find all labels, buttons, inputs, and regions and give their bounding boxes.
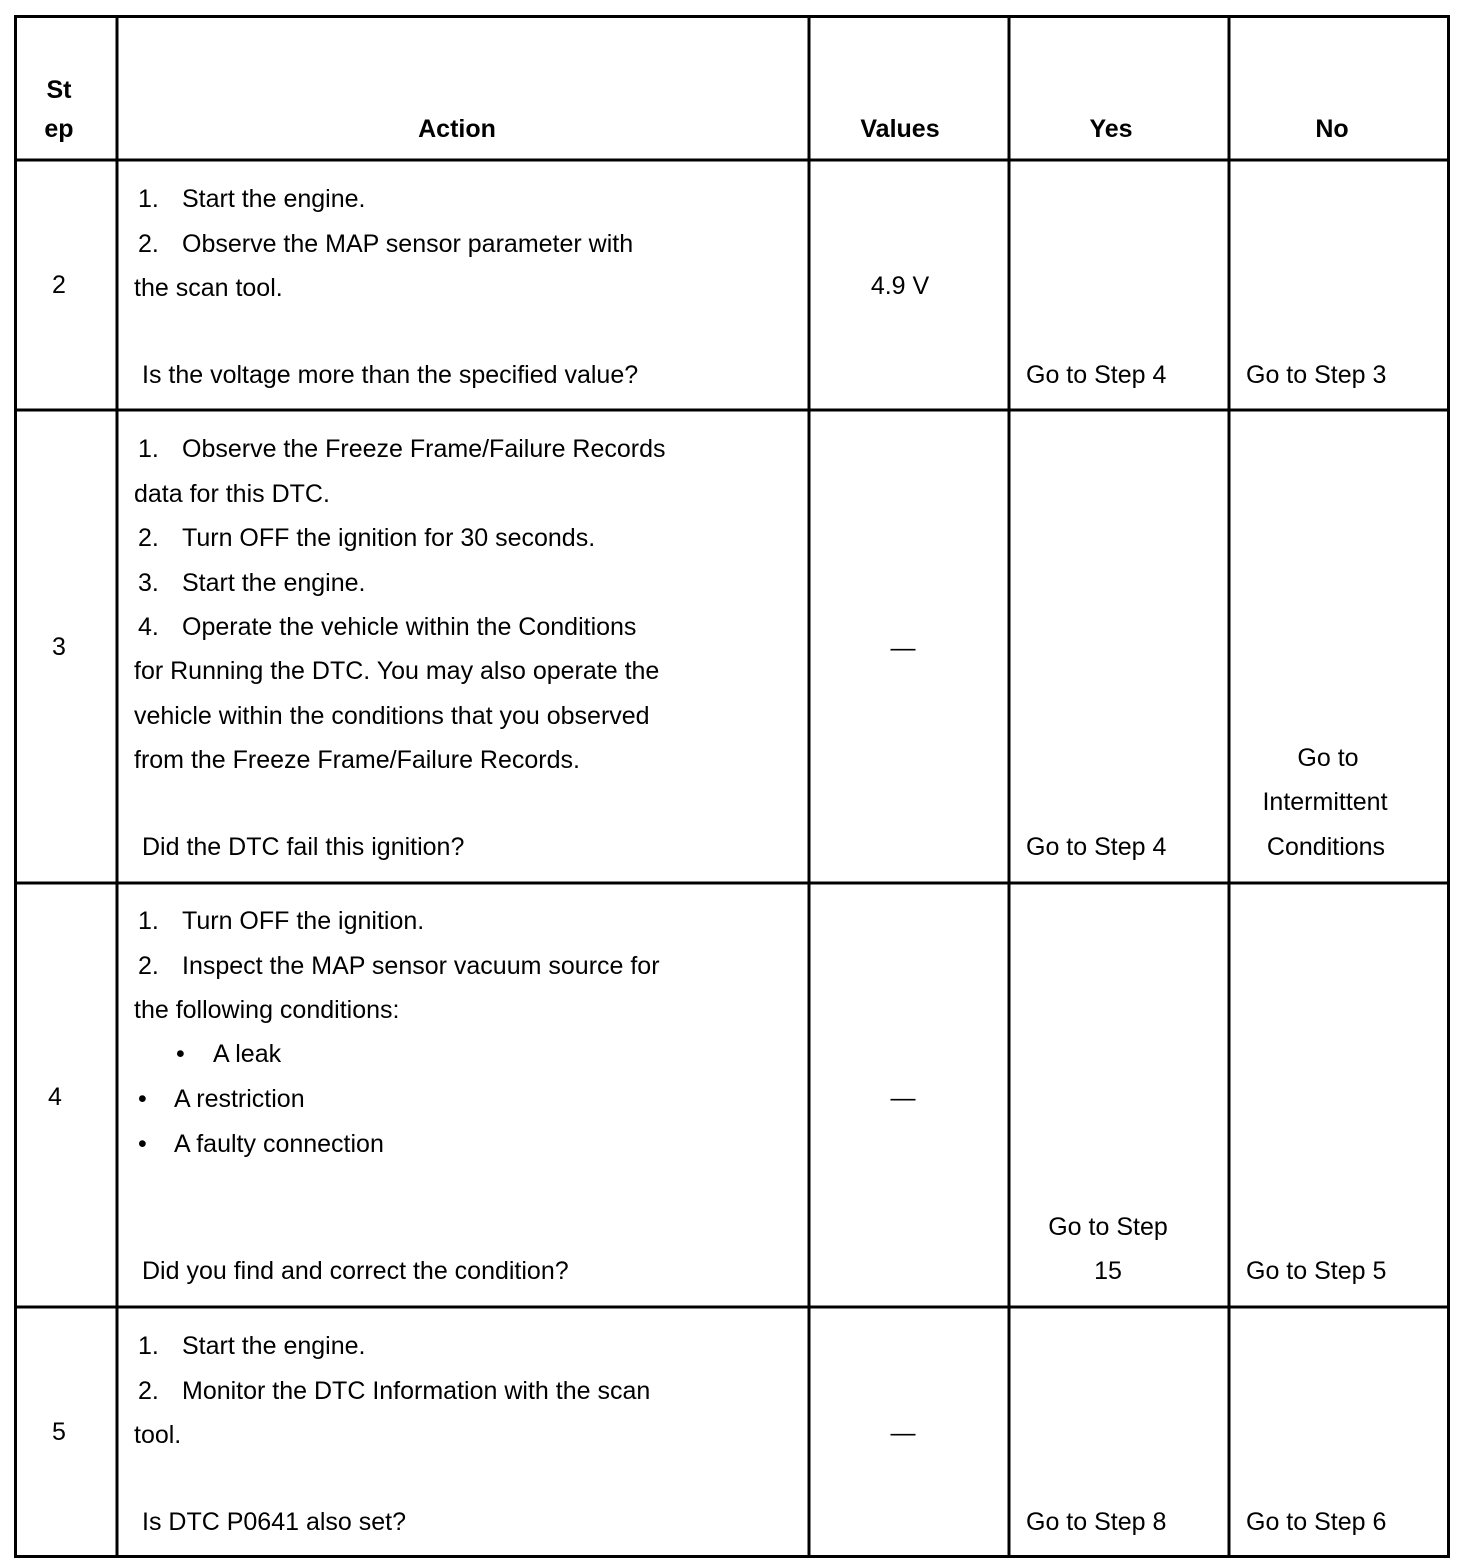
row3-action-line-7: vehicle within the conditions that you observed [134, 702, 650, 730]
header-values: Values [860, 115, 940, 143]
row3-action-num-2: 2. [138, 524, 159, 552]
row4-action-line-2: Inspect the MAP sensor vacuum source for [182, 952, 660, 980]
row2-step: 2 [52, 271, 66, 299]
row5-yes: Go to Step 8 [1026, 1508, 1167, 1536]
row4-bullet-1: A leak [213, 1040, 282, 1068]
row4-bullet-3-glyph: • [138, 1130, 147, 1158]
row3-no-line-1: Go to [1297, 744, 1359, 772]
row2-yes: Go to Step 4 [1026, 361, 1167, 389]
row5-step: 5 [52, 1418, 66, 1446]
row4-bullet-2-glyph: • [138, 1085, 147, 1113]
row2-action-num-2: 2. [138, 230, 159, 258]
row3-action-line-2: data for this DTC. [134, 480, 330, 508]
row3-action-line-8: from the Freeze Frame/Failure Records. [134, 746, 580, 774]
row5-action-num-2: 2. [138, 1377, 159, 1405]
row3-action-num-3: 3. [138, 569, 159, 597]
row2-action-line-1: Start the engine. [182, 185, 366, 213]
row4-action-num-2: 2. [138, 952, 159, 980]
row2-question: Is the voltage more than the specified value? [142, 361, 639, 389]
row4-action-line-1: Turn OFF the ignition. [182, 907, 425, 935]
row4-yes-line-1: Go to Step [1048, 1213, 1168, 1241]
row3-action-line-1: Observe the Freeze Frame/Failure Records [182, 435, 666, 463]
row5-value: — [890, 1419, 916, 1447]
row4-action-line-3: the following conditions: [134, 996, 400, 1024]
row3-no-line-2: Intermittent [1262, 788, 1388, 816]
header-step-line2: ep [44, 115, 74, 143]
row2-no: Go to Step 3 [1246, 361, 1387, 389]
header-yes: Yes [1089, 115, 1133, 143]
row2-action-line-2: Observe the MAP sensor parameter with [182, 230, 634, 258]
header-action: Action [418, 115, 496, 143]
header-no: No [1315, 115, 1349, 143]
row2-value: 4.9 V [870, 272, 930, 300]
row3-action-line-4: Start the engine. [182, 569, 366, 597]
row3-action-num-1: 1. [138, 435, 159, 463]
row2-action-num-1: 1. [138, 185, 159, 213]
row4-no: Go to Step 5 [1246, 1257, 1387, 1285]
header-step-line1: St [46, 76, 72, 104]
row3-action-line-6: for Running the DTC. You may also operate the [134, 657, 660, 685]
row5-action-line-1: Start the engine. [182, 1332, 366, 1360]
row4-bullet-2: A restriction [174, 1085, 305, 1113]
row3-action-line-5: Operate the vehicle within the Conditions [182, 613, 637, 641]
row4-bullet-1-glyph: • [176, 1040, 185, 1068]
row4-action-num-1: 1. [138, 907, 159, 935]
row5-question: Is DTC P0641 also set? [142, 1508, 407, 1536]
row3-action-line-3: Turn OFF the ignition for 30 seconds. [182, 524, 596, 552]
row5-action-line-3: tool. [134, 1421, 182, 1449]
row4-question: Did you find and correct the condition? [142, 1257, 569, 1285]
row2-action-line-3: the scan tool. [134, 274, 283, 302]
row4-step: 4 [48, 1083, 62, 1111]
row3-question: Did the DTC fail this ignition? [142, 833, 465, 861]
row3-yes: Go to Step 4 [1026, 833, 1167, 861]
row3-step: 3 [52, 633, 66, 661]
row3-action-num-4: 4. [138, 613, 159, 641]
row3-value: — [890, 634, 916, 662]
row5-action-num-1: 1. [138, 1332, 159, 1360]
row5-action-line-2: Monitor the DTC Information with the scan [182, 1377, 651, 1405]
row5-no: Go to Step 6 [1246, 1508, 1387, 1536]
row4-yes-line-2: 15 [1094, 1257, 1122, 1285]
row3-no-line-3: Conditions [1266, 833, 1386, 861]
row4-value: — [890, 1084, 916, 1112]
row4-bullet-3: A faulty connection [174, 1130, 384, 1158]
